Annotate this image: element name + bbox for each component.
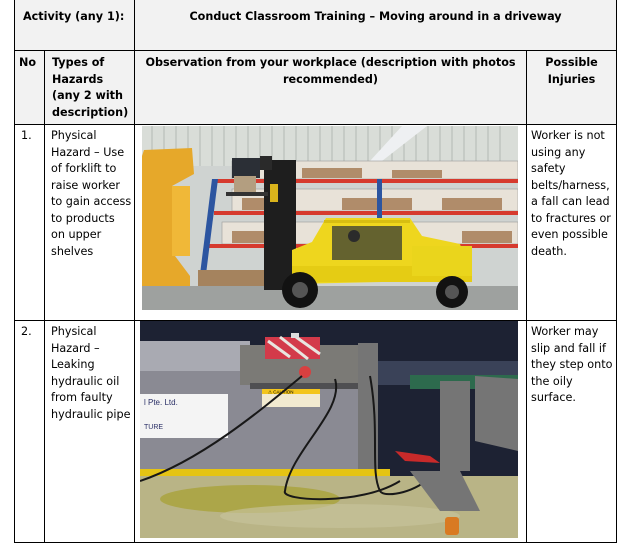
forklift-raising-worker-photo: [142, 126, 518, 310]
hazard-description: Physical Hazard – Leaking hydraulic oil from faulty hydraulic pipe: [45, 321, 135, 543]
hazard-table: [14, 0, 617, 543]
column-header-types: Types of Hazards (any 2 with description): [45, 51, 135, 125]
activity-title: Conduct Classroom Training – Moving around in a driveway: [135, 0, 617, 51]
hazard-description: Physical Hazard – Use of forklift to raise worker to gain access to products on upper shelves: [45, 125, 135, 321]
row-number: 2.: [15, 321, 45, 543]
hydraulic-oil-leak-photo: [140, 321, 518, 538]
column-header-row: [15, 51, 617, 125]
activity-label: Activity (any 1):: [15, 0, 135, 51]
observation-cell: [135, 321, 527, 543]
sign-text-2: TURE: [144, 424, 164, 431]
column-header-no: No: [15, 51, 45, 125]
sign-text: l Pte. Ltd.: [144, 398, 178, 407]
activity-row: [15, 0, 617, 51]
column-header-observation: Observation from your workplace (description with photos recommended): [135, 51, 527, 125]
table-row: [15, 321, 617, 543]
caution-label: ⚠ CAUTION: [268, 389, 294, 395]
table-row: [15, 125, 617, 321]
injury-description: Worker may slip and fall if they step onto the oily surface.: [527, 321, 617, 543]
row-number: 1.: [15, 125, 45, 321]
observation-cell: [135, 125, 527, 321]
injury-description: Worker is not using any safety belts/harness, a fall can lead to fractures or even possible death.: [527, 125, 617, 321]
column-header-injuries: Possible Injuries: [527, 51, 617, 125]
